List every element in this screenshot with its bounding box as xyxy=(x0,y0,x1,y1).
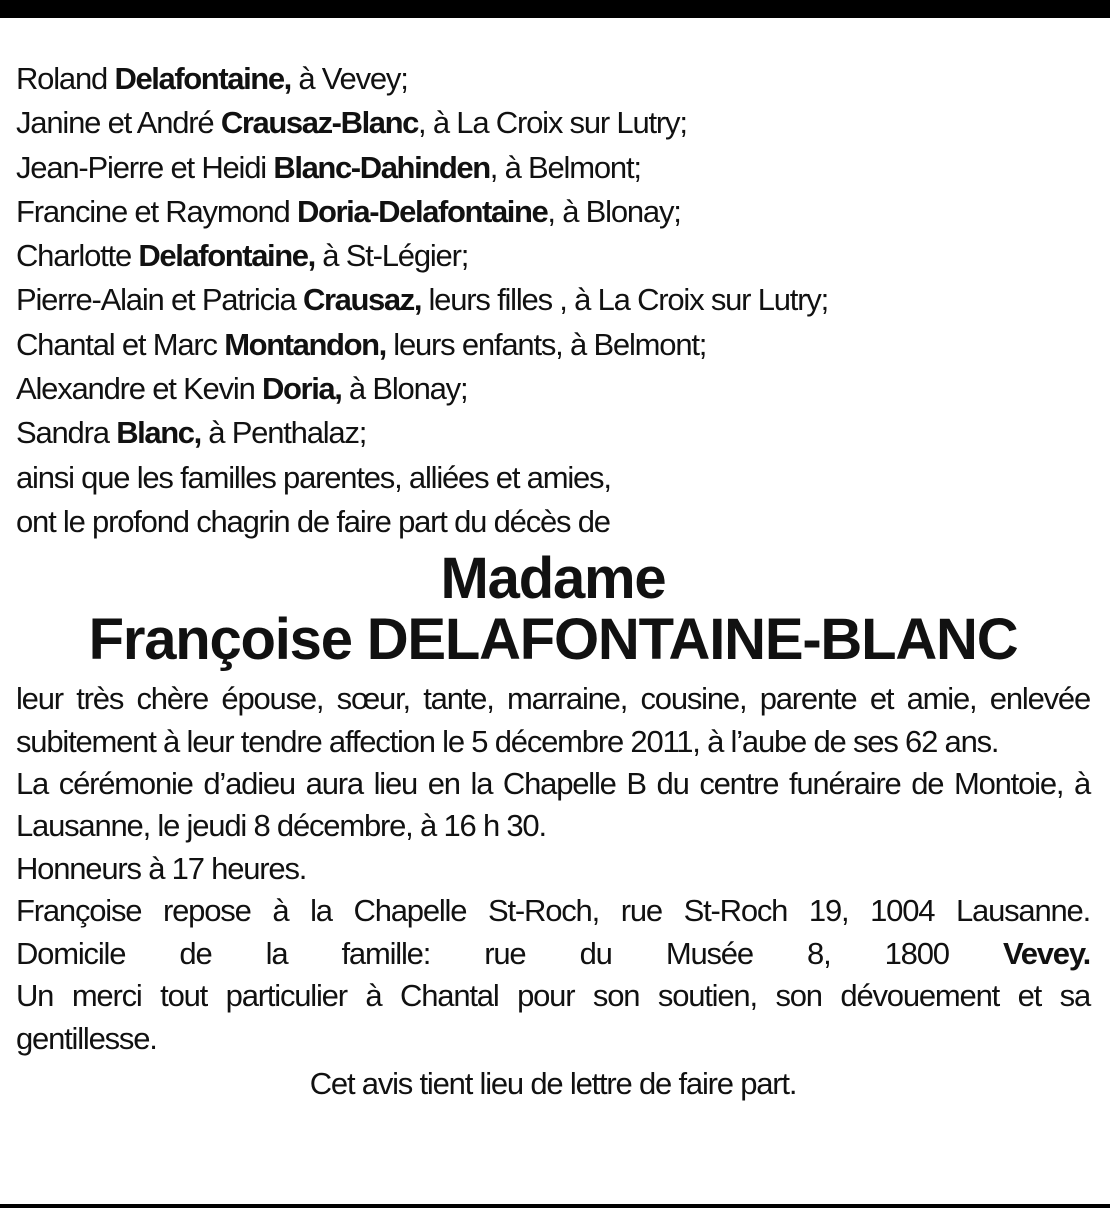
family-line xyxy=(16,101,1090,145)
family-surname: Delafontaine, xyxy=(138,238,315,274)
thanks-paragraph: Un merci tout particulier à Chantal pour son soutien, son dévouement et sa gentillesse. xyxy=(16,978,1090,1056)
deceased-honorific: Madame xyxy=(440,546,666,612)
family-members: Pierre-Alain et Patricia xyxy=(16,282,304,318)
closing-line: Cet avis tient lieu de lettre de faire part. xyxy=(309,1065,797,1101)
family-members: Jean-Pierre et Heidi xyxy=(16,149,274,185)
family-line xyxy=(16,190,1090,234)
family-location: à Penthalaz; xyxy=(200,415,367,451)
bottom-border-rule xyxy=(0,1204,1110,1208)
family-line xyxy=(16,57,1090,101)
family-location: , à La Croix sur Lutry; xyxy=(418,105,687,141)
family-surname: Doria-Delafontaine xyxy=(296,193,548,229)
top-border-rule xyxy=(0,0,1110,18)
family-location: à St-Légier; xyxy=(314,238,469,274)
tribute-paragraph: leur très chère épouse, sœur, tante, marraine, cousine, parente et amie, enlevée subitement à leur tendre affection le 5 décembre 2011, à l’aube de ses 62 ans. xyxy=(16,681,1090,759)
family-surname: Blanc-Dahinden xyxy=(273,149,490,185)
family-surname: Delafontaine, xyxy=(114,61,291,96)
family-location: à Vevey; xyxy=(290,61,408,96)
family-surname: Montandon, xyxy=(224,326,386,362)
family-line xyxy=(16,278,1090,322)
family-members: Francine et Raymond xyxy=(16,193,297,229)
family-line xyxy=(16,323,1090,367)
family-surname: Crausaz, xyxy=(303,282,422,318)
family-members: Chantal et Marc xyxy=(16,326,225,362)
ceremony-paragraph: La cérémonie d’adieu aura lieu en la Chapelle B du centre funéraire de Montoie, à Lausanne, le jeudi 8 décembre, à 16 h 30. xyxy=(16,766,1090,844)
family-line xyxy=(16,411,1090,455)
honours-line: Honneurs à 17 heures. xyxy=(16,850,307,886)
repose-line: Françoise repose à la Chapelle St-Roch, rue St-Roch 19, 1004 Lausanne. xyxy=(16,893,1090,929)
family-location: à Blonay; xyxy=(341,371,468,407)
deceased-full-name: Françoise DELAFONTAINE-BLANC xyxy=(88,607,1018,673)
family-location: , à Blonay; xyxy=(547,193,681,229)
family-members: Roland xyxy=(16,61,115,96)
family-members: Charlotte xyxy=(16,238,139,274)
family-surname: Blanc, xyxy=(116,415,201,451)
deceased-name-block xyxy=(16,546,1090,673)
family-members: Alexandre et Kevin xyxy=(16,371,263,407)
family-location: , à Belmont; xyxy=(489,149,641,185)
family-members: Sandra xyxy=(16,415,117,451)
domicile-city: Vevey. xyxy=(1002,935,1090,971)
family-location: leurs enfants, à Belmont; xyxy=(385,326,707,362)
family-location: leurs filles , à La Croix sur Lutry; xyxy=(421,282,829,318)
intro-line: ont le profond chagrin de faire part du décès de xyxy=(16,503,610,539)
intro-line: ainsi que les familles parentes, alliées et amies, xyxy=(16,459,611,495)
family-line xyxy=(16,234,1090,278)
obituary-notice xyxy=(16,57,1090,1106)
family-line xyxy=(16,146,1090,190)
family-surname: Crausaz-Blanc xyxy=(220,105,419,141)
family-line xyxy=(16,367,1090,411)
family-surname: Doria, xyxy=(262,371,342,407)
domicile-line xyxy=(16,933,1090,975)
family-members: Janine et André xyxy=(16,105,221,141)
domicile-address: Domicile de la famille: rue du Musée 8, 1800 xyxy=(16,935,949,971)
